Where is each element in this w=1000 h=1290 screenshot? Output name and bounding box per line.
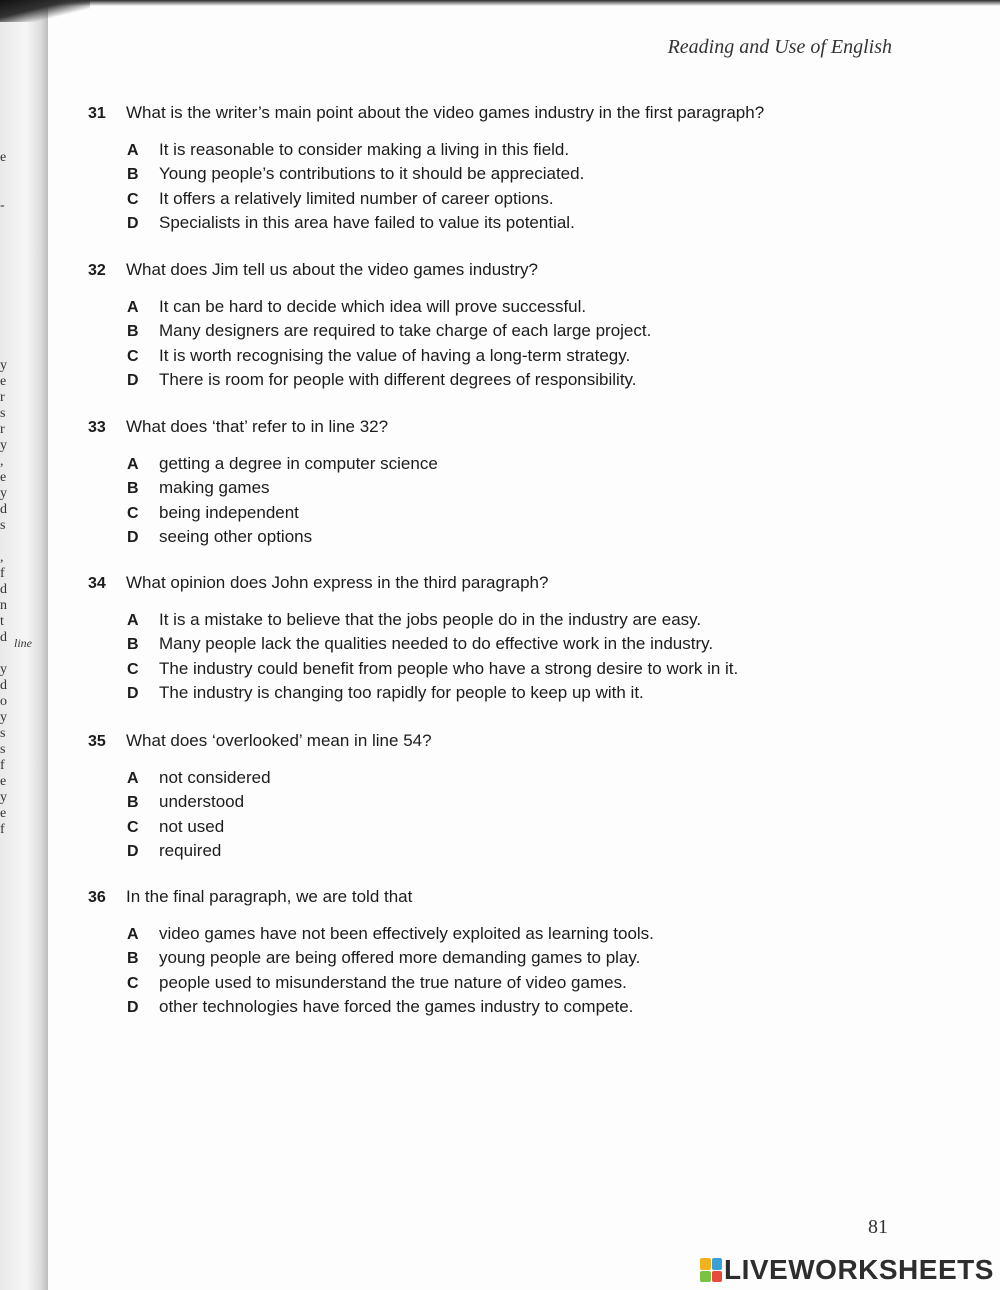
margin-letter: y [0,710,7,725]
option-letter: B [127,323,139,341]
question-text: What does ‘that’ refer to in line 32? [126,417,389,436]
answer-option-a[interactable] [127,296,848,320]
margin-letter: f [0,822,5,837]
option-letter: B [127,636,139,654]
question-31 [88,102,848,236]
answer-option-a[interactable] [127,767,848,791]
logo-square [700,1271,711,1283]
answer-option-c[interactable] [127,658,848,682]
margin-letter [0,230,14,246]
margin-letter: f [0,566,5,581]
option-text: not considered [159,768,271,787]
answer-options [88,139,848,236]
margin-letter: d [0,630,7,645]
margin-letter [0,342,14,358]
option-text: It is reasonable to consider making a living in this field. [159,140,570,159]
option-letter: B [127,480,139,498]
option-text: Young people’s contributions to it should be appreciated. [159,164,585,184]
margin-letter: r [0,422,5,437]
option-text: people used to misunderstand the true nature of video games. [159,972,627,992]
answer-option-c[interactable] [127,345,848,369]
question-33 [88,416,848,550]
option-letter: A [127,770,139,787]
margin-letter [0,278,14,294]
answer-option-d[interactable] [127,682,848,706]
question-number: 31 [88,105,106,122]
question-stem [88,572,848,595]
question-stem [88,416,848,439]
margin-letter [0,182,14,198]
margin-letter [0,294,14,310]
logo-square [712,1271,723,1283]
page-corner-shadow [0,0,90,22]
answer-options [88,923,848,1020]
margin-letter: - [0,198,5,213]
option-text: seeing other options [159,526,313,546]
option-text: not used [159,816,225,836]
option-text: The industry is changing too rapidly for people to keep up with it. [159,682,644,702]
question-number: 34 [88,575,106,592]
option-letter: D [127,998,139,1016]
line-label: line [14,636,32,650]
question-number: 35 [88,733,106,750]
answer-option-b[interactable] [127,163,848,187]
option-letter: D [127,684,139,702]
option-text: Many people lack the qualities needed to do effective work in the industry. [159,634,714,654]
question-stem [88,886,848,909]
option-letter: A [127,926,139,943]
answer-options [88,609,848,706]
margin-letter: d [0,502,7,517]
margin-letter: y [0,662,7,677]
option-letter: A [127,299,139,316]
question-number: 36 [88,889,106,906]
option-text: It is worth recognising the value of having a long-term strategy. [159,345,631,365]
question-text: In the final paragraph, we are told that [126,887,413,906]
option-text: The industry could benefit from people who have a strong desire to work in it. [159,658,739,678]
option-text: required [159,840,222,860]
option-letter: C [127,504,139,522]
question-34 [88,572,848,706]
option-text: It is a mistake to believe that the jobs people do in the industry are easy. [159,610,702,629]
margin-letter: e [0,774,7,789]
margin-letter: e [0,374,7,389]
question-text: What is the writer’s main point about the video games industry in the first paragraph? [126,103,765,122]
option-letter: B [127,794,139,812]
option-text: understood [159,792,245,812]
margin-letter [0,646,14,662]
margin-letter [0,246,14,262]
answer-option-c[interactable] [127,972,848,996]
question-text: What opinion does John express in the third paragraph? [126,573,549,592]
margin-letter: t [0,614,4,629]
margin-letter: r [0,390,5,405]
option-letter: B [127,166,139,184]
answer-option-d[interactable] [127,212,848,236]
option-text: Many designers are required to take charge of each large project. [159,321,652,341]
option-letter: D [127,214,139,232]
option-text: making games [159,478,270,498]
answer-option-a[interactable] [127,609,848,633]
option-text: There is room for people with different degrees of responsibility. [159,369,637,389]
answer-option-d[interactable] [127,526,848,550]
question-stem [88,730,848,753]
margin-letter: e [0,806,7,821]
option-letter: D [127,528,139,546]
margin-letter: s [0,518,6,533]
margin-letter: , [0,550,4,565]
margin-letter: y [0,790,7,805]
option-letter: C [127,190,139,208]
question-stem [88,102,848,125]
margin-letter: s [0,742,6,757]
question-32 [88,259,848,393]
question-36 [88,886,848,1020]
logo-square [712,1258,723,1270]
answer-option-b[interactable] [127,947,848,971]
option-letter: C [127,660,139,678]
answer-option-d[interactable] [127,369,848,393]
margin-letter: e [0,150,7,165]
question-stem [88,259,848,282]
answer-option-d[interactable] [127,996,848,1020]
answer-options [88,453,848,550]
answer-option-d[interactable] [127,840,848,864]
option-letter: C [127,347,139,365]
option-letter: A [127,456,139,473]
answer-option-a[interactable] [127,139,848,163]
answer-option-c[interactable] [127,188,848,212]
margin-letter [0,214,14,230]
page-number: 81 [868,1216,888,1238]
question-35 [88,730,848,864]
option-letter: A [127,612,139,629]
option-letter: B [127,950,139,968]
margin-letter: d [0,582,7,597]
answer-option-b[interactable] [127,477,848,501]
answer-option-b[interactable] [127,320,848,344]
option-letter: D [127,371,139,389]
option-text: getting a degree in computer science [159,454,438,473]
margin-letter: d [0,678,7,693]
margin-letter [0,534,14,550]
margin-letter [0,262,14,278]
answer-option-c[interactable] [127,502,848,526]
option-text: being independent [159,502,299,522]
margin-letter: s [0,406,6,421]
question-number: 32 [88,262,106,279]
margin-letter [0,326,14,342]
margin-letter: f [0,758,5,773]
margin-letter: y [0,438,7,453]
option-text: It can be hard to decide which idea will prove successful. [159,297,587,316]
answer-options [88,296,848,393]
margin-letter: y [0,358,7,373]
brand-text: LIVEWORKSHEETS [724,1254,994,1285]
option-letter: D [127,842,139,860]
logo-square [700,1258,711,1270]
answer-option-c[interactable] [127,816,848,840]
margin-letter: y [0,486,7,501]
option-letter: C [127,974,139,992]
option-text: young people are being offered more demanding games to play. [159,948,641,968]
margin-letter: s [0,726,6,741]
question-number: 33 [88,419,106,436]
answer-option-a[interactable] [127,923,848,947]
liveworksheets-brand [700,1254,994,1286]
option-text: Specialists in this area have failed to value its potential. [159,212,575,232]
previous-page-margin-text [0,150,14,838]
option-letter: A [127,142,139,159]
question-text: What does Jim tell us about the video games industry? [126,260,538,279]
margin-letter: o [0,694,7,709]
question-text: What does ‘overlooked’ mean in line 54? [126,731,432,750]
margin-letter [0,310,14,326]
section-header: Reading and Use of English [667,36,892,58]
option-text: It offers a relatively limited number of career options. [159,188,554,208]
option-text: other technologies have forced the games industry to compete. [159,996,634,1016]
margin-letter: , [0,454,4,469]
option-letter: C [127,818,139,836]
margin-letter: e [0,470,7,485]
liveworksheets-logo-icon [700,1258,722,1282]
page-top-shadow [0,0,1000,6]
option-text: video games have not been effectively exploited as learning tools. [159,924,654,943]
answer-option-b[interactable] [127,791,848,815]
answer-option-b[interactable] [127,633,848,657]
answer-option-a[interactable] [127,453,848,477]
margin-letter [0,166,14,182]
margin-letter: n [0,598,7,613]
answer-options [88,767,848,864]
